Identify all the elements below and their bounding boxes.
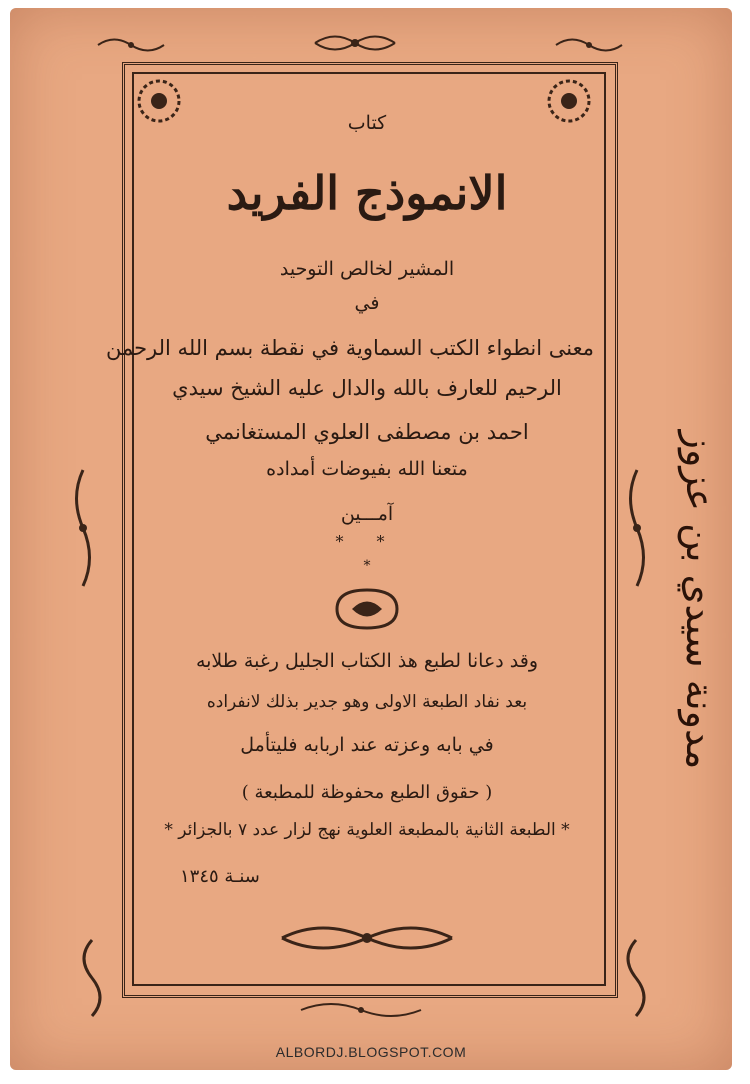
- book-title: الانموذج الفريد: [226, 166, 508, 220]
- book-cover-page: [10, 8, 732, 1070]
- edition-star-right: *: [561, 820, 570, 840]
- bottom-swirl-ornament: [277, 918, 457, 958]
- single-star: *: [363, 558, 371, 574]
- top-ornament-right: [554, 34, 624, 56]
- side-ornament-left: [68, 468, 98, 588]
- edition-text: الطبعة الثانية بالمطبعة العلوية نهج لزار عدد ٧ بالجزائر: [178, 820, 556, 840]
- rights-reserved: ( حقوق الطبع محفوظة للمطبعة ): [241, 782, 493, 803]
- top-ornament-left: [96, 34, 166, 56]
- center-ornament: [327, 586, 407, 632]
- description-line-1: معنى انطواء الكتب السماوية في نقطة بسم الله الرحمن: [105, 336, 594, 360]
- bottom-ornament-left: [72, 938, 112, 1018]
- bottom-ornament-center: [296, 998, 426, 1022]
- note-line-1: وقد دعانا لطبع هذ الكتاب الجليل رغبة طلابه: [195, 650, 539, 672]
- blog-watermark: مدونة سيدي بن عزوز: [678, 430, 722, 770]
- note-line-2: بعد نفاد الطبعة الاولى وهو جدير بذلك لانفراده: [206, 692, 528, 712]
- top-ornament-center: [310, 30, 400, 56]
- edition-star-left: *: [164, 820, 173, 840]
- book-subtitle: المشير لخالص التوحيد: [279, 258, 455, 280]
- description-line-4: متعنا الله بفيوضات أمداده: [266, 458, 468, 480]
- stars-row: * *: [335, 532, 399, 551]
- blog-url: ALBORDJ.BLOGSPOT.COM: [275, 1044, 467, 1060]
- amin-text: آمـــين: [340, 503, 394, 525]
- side-ornament-right: [622, 468, 652, 588]
- description-line-2: الرحيم للعارف بالله والدال عليه الشيخ سيدي: [172, 376, 562, 400]
- note-line-3: في بابه وعزته عند اربابه فليتأمل: [240, 734, 494, 756]
- edition-info: [140, 820, 594, 840]
- bottom-ornament-right: [616, 938, 656, 1018]
- fi-word: في: [354, 292, 380, 314]
- description-line-3: احمد بن مصطفى العلوي المستغانمي: [205, 420, 529, 444]
- publication-year: سنـة ١٣٤٥: [180, 866, 260, 887]
- kitab-label: كتاب: [347, 112, 387, 134]
